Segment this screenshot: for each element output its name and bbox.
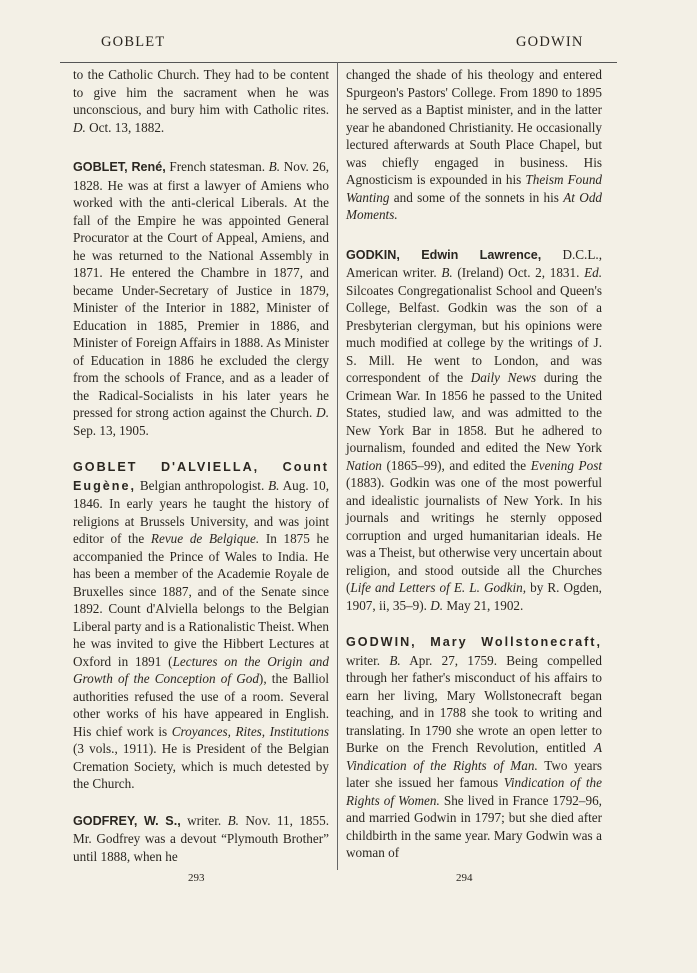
column-divider bbox=[337, 62, 338, 870]
headword: GODFREY, W. S., bbox=[73, 813, 181, 828]
page-number-left: 293 bbox=[188, 872, 205, 884]
entry-continuation: changed the shade of his theology and entered Spurgeon's Pastors' College. From 1890 to 1895 he served as a Baptist minister, and in the latter year he abandoned Christianity. He occasionally lectured afterwards at South Place Chapel, but was chiefly engaged in business. His Agnosticism is expounded in his Theism Found Wanting and some of the sonnets in his At Odd Moments. bbox=[346, 67, 603, 222]
entry-godkin: GODKIN, Edwin Lawrence, D.C.L., American writer. B. (Ireland) Oct. 2, 1831. Ed. Silcoates Congregationalist School and Queen's College, Belfast. Godkin was the son of a Presbyterian clergyman, but his opinions were much modified at college by the writings of J. S. Mill. He went to London, and was correspondent of the Daily News during the Crimean War. In 1856 he passed to the United States, studied law, and was admitted to the New York Bar in 1858. But he adhered to journalism, founded and edited the New York Nation (1865–99), and edited the Evening Post (1883). Godkin was one of the most powerful and idealistic journalists of New York. In his journals and writings he sternly opposed corruption and urged humanitarian ideals. He was a Theist, but otherwise very uncertain about religion, and stood outside all the Churches (Life and Letters of E. L. Godkin, by R. Ogden, 1907, ii, 35–9). D. May 21, 1902. bbox=[346, 246, 603, 613]
running-head-left: GOBLET bbox=[101, 34, 166, 50]
left-column bbox=[73, 66, 329, 884]
running-head-right: GODWIN bbox=[516, 34, 584, 50]
entry-goblet-dalviella: GOBLET D'ALVIELLA, Count Eugène, Belgian anthropologist. B. Aug. 10, 1846. In early years he taught the history of religions at Brussels University, and was joint editor of the Revue de Belgique. In 1875 he accompanied the Prince of Wales to India. He has been a member of the Academie Royale de Bruxelles since 1887, and of the Senate since 1892. Count d'Alviella belongs to the Belgian Liberal party and is a Rationalistic Theist. When he was invited to give the Hibbert Lectures at Oxford in 1891 (Lectures on the Origin and Growth of the Conception of God), the Balliol authorities refused the use of a room. Several other works of his have appeared in English. His chief work is Croyances, Rites, Institutions (3 vols., 1911). He is President of the Belgian Cremation Society, which is much detested by the Church. bbox=[73, 460, 330, 791]
entry-continuation: to the Catholic Church. They had to be content to give him the sacrament when he was unconscious, and bury him with Catholic rites. D. Oct. 13, 1882. bbox=[73, 67, 329, 135]
headword: GODWIN, Mary Wollstonecraft, bbox=[346, 635, 602, 649]
header-rule bbox=[60, 62, 617, 63]
right-column bbox=[346, 66, 602, 881]
headword: GODKIN, Edwin Lawrence, bbox=[346, 247, 542, 262]
entry-godfrey: GODFREY, W. S., writer. B. Nov. 11, 1855. Mr. Godfrey was a devout “Plymouth Brother” until 1888, when he bbox=[73, 812, 330, 864]
entry-godwin: GODWIN, Mary Wollstonecraft, writer. B. Apr. 27, 1759. Being compelled through her father's misconduct of his affairs to earn her living, Mary Wollstonecraft began teaching, and in 1788 she took to writing and translating. In 1790 she wrote an open letter to Burke on the French Revolution, entitled A Vindication of the Rights of Man. Two years later she issued her famous Vindication of the Rights of Women. She lived in France 1792–96, and married Godwin in 1797; but she died after childbirth in the same year. Mary Godwin was a woman of bbox=[346, 635, 603, 860]
headword: GOBLET, René, bbox=[73, 160, 166, 174]
headword: GOBLET D'ALVIELLA, Count Eugène, bbox=[73, 460, 329, 493]
entry-goblet-rene: GOBLET, René, French statesman. B. Nov. 26, 1828. He was at first a lawyer of Amiens who worked with the anti-clerical Liberals. At the fall of the Empire he was appointed General Procurator at the Court of Appeal, Amiens, and he was returned to the National Assembly in 1871. He entered the Chambre in 1877, and became Under-Secretary of Justice in 1879, Minister of the Interior in 1882, Minister of Education in 1885, Premier in 1886, and Minister of Foreign Affairs in 1888. As Minister of Education in 1886 he excluded the clergy from the schools of France, and as a leader of the Radical-Socialists in his later years he pressed for strong action against the Church. D. Sep. 13, 1905. bbox=[73, 159, 329, 438]
page-number-right: 294 bbox=[456, 872, 473, 884]
